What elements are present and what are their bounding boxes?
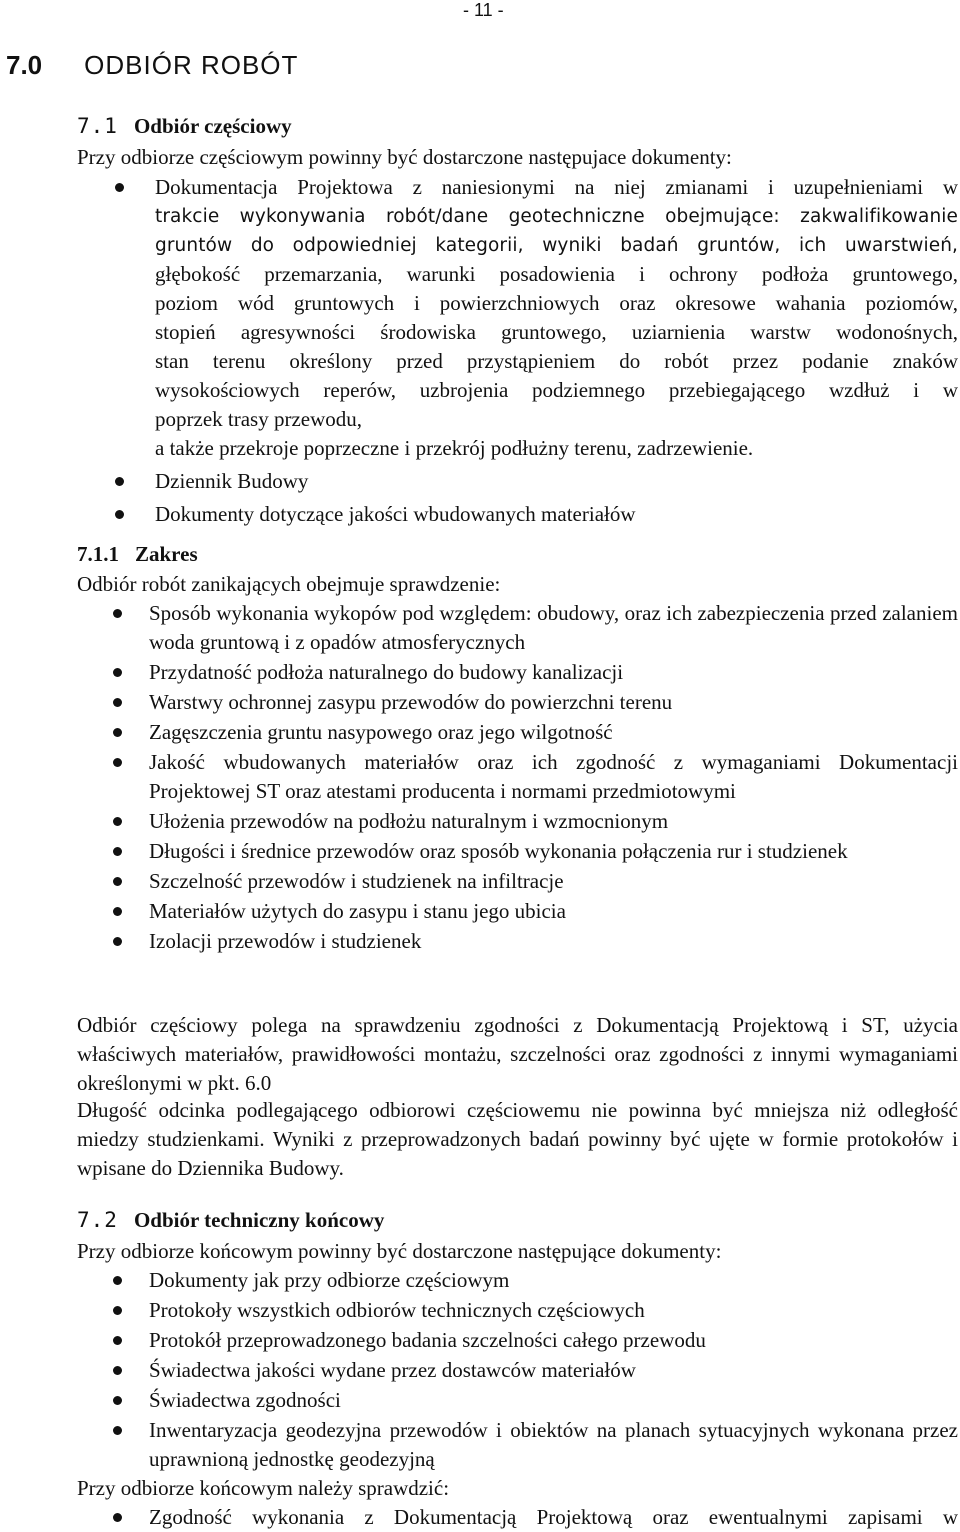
paragraph-intro-7-1-1: Odbiór robót zanikających obejmuje sprawdzenie: — [77, 572, 501, 596]
bullet-icon — [113, 1513, 122, 1522]
list-item — [149, 807, 958, 836]
subsection-heading-7-1 — [77, 114, 292, 139]
final-check-list-7-2 — [149, 1503, 958, 1532]
list-item-line: poprzek trasy przewodu, — [155, 407, 363, 431]
subsection-title: Odbiór częściowy — [133, 114, 292, 138]
bullet-icon — [113, 1426, 122, 1435]
list-item-line: stan terenu określony przed przystąpieniem do robót przez podanie znaków — [155, 349, 958, 373]
bullet-icon — [113, 609, 122, 618]
list-item-text: Sposób wykonania wykopów pod względem: obudowy, oraz ich zabezpieczenia przed zalaniem woda gruntową i z opadów atmosferycznych — [149, 601, 958, 654]
list-item — [149, 1503, 958, 1532]
final-documents-list-7-2 — [149, 1266, 958, 1475]
list-item-line: trakcie wykonywania robót/dane geotechniczne obejmujące: zakwalifikowanie — [155, 206, 958, 227]
list-item — [149, 837, 958, 866]
list-item-text: Warstwy ochronnej zasypu przewodów do powierzchni terenu — [149, 690, 673, 714]
list-item — [155, 173, 958, 463]
list-item-text: Zagęszczenia gruntu nasypowego oraz jego wilgotność — [149, 720, 613, 744]
list-item-text: Inwentaryzacja geodezyjna przewodów i obiektów na planach sytuacyjnych wykonana przez uprawnioną jednostkę geodezyjną — [149, 1418, 958, 1471]
bullet-icon — [113, 1396, 122, 1405]
bullet-icon — [115, 510, 124, 519]
list-item-text: Świadectwa zgodności — [149, 1388, 341, 1412]
list-item — [149, 1416, 958, 1474]
documents-list-7-1 — [155, 173, 958, 529]
list-item — [149, 927, 958, 956]
list-item — [149, 1266, 958, 1295]
subsection-number: 7.1 — [77, 114, 118, 138]
subsection-title: Odbiór techniczny końcowy — [133, 1208, 385, 1232]
list-item-text: Izolacji przewodów i studzienek — [149, 929, 422, 953]
subsection-heading-7-2 — [77, 1208, 384, 1233]
bullet-icon — [113, 937, 122, 946]
list-item-text: Dokumenty jak przy odbiorze częściowym — [149, 1268, 510, 1292]
list-item-text: Protokół przeprowadzonego badania szczelności całego przewodu — [149, 1328, 706, 1352]
list-item-text: Ułożenia przewodów na podłożu naturalnym i wzmocnionym — [149, 809, 669, 833]
list-item-line: stopień agresywności środowiska gruntowego, uziarnienia warstw wodonośnych, — [155, 320, 958, 344]
list-item-line: poziom wód gruntowych i powierzchniowych oraz okresowe wahania poziomów, — [155, 291, 958, 315]
page-number: - 11 - — [463, 0, 504, 20]
paragraph-partial-acceptance: Odbiór częściowy polega na sprawdzeniu zgodności z Dokumentacją Projektową i ST, użycia właściwych materiałów, prawidłowości montażu, szczelności oraz zgodności z innymi wymaganiami określonymi w pkt. 6.0 — [77, 1013, 958, 1095]
list-item-text: Szczelność przewodów i studzienek na infiltracje — [149, 869, 564, 893]
list-item — [155, 467, 958, 496]
section-number: 7.0 — [6, 50, 43, 80]
list-item-text: Jakość wbudowanych materiałów oraz ich zgodność z wymaganiami Dokumentacji Projektowej ST oraz atestami producenta i normami przedmiotowymi — [149, 750, 958, 803]
scope-list-7-1-1 — [149, 599, 958, 957]
subsection-heading-7-1-1 — [77, 542, 198, 567]
list-item-text: Długości i średnice przewodów oraz sposób wykonania połączenia rur i studzienek — [149, 839, 848, 863]
subsection-title: Zakres — [135, 542, 198, 566]
bullet-icon — [113, 1306, 122, 1315]
list-item-text: Materiałów użytych do zasypu i stanu jego ubicia — [149, 899, 566, 923]
list-item — [149, 718, 958, 747]
bullet-icon — [113, 1336, 122, 1345]
list-item-line: wysokościowych reperów, uzbrojenia podziemnego przebiegającego wzdłuż i w — [155, 378, 958, 402]
bullet-icon — [113, 877, 122, 886]
list-item-text: Dziennik Budowy — [155, 469, 309, 493]
bullet-icon — [113, 1276, 122, 1285]
list-item-text: Świadectwa jakości wydane przez dostawców materiałów — [149, 1358, 636, 1382]
list-item-line: gruntów do odpowiedniej kategorii, wyniki badań gruntów, ich uwarstwień, — [155, 235, 958, 256]
list-item-text: Zgodność wykonania z Dokumentacją Projektową oraz ewentualnymi zapisami w — [149, 1505, 958, 1529]
bullet-icon — [113, 698, 122, 707]
paragraph-check-intro: Przy odbiorze końcowym należy sprawdzić: — [77, 1476, 450, 1500]
list-item-text: Dokumenty dotyczące jakości wbudowanych materiałów — [155, 502, 636, 526]
list-item — [149, 658, 958, 687]
list-item-line: a także przekroje poprzeczne i przekrój podłużny terenu, zadrzewienie. — [155, 436, 754, 460]
list-item — [149, 599, 958, 657]
bullet-icon — [113, 1366, 122, 1375]
bullet-icon — [113, 817, 122, 826]
list-item — [149, 1386, 958, 1415]
bullet-icon — [113, 728, 122, 737]
subsection-number: 7.1.1 — [77, 542, 119, 566]
paragraph-intro-7-1: Przy odbiorze częściowym powinny być dostarczone następujace dokumenty: — [77, 145, 732, 169]
bullet-icon — [115, 477, 124, 486]
list-item — [149, 748, 958, 806]
list-item — [149, 1296, 958, 1325]
list-item-text: Przydatność podłoża naturalnego do budowy kanalizacji — [149, 660, 624, 684]
list-item-text: Protokoły wszystkich odbiorów technicznych częściowych — [149, 1298, 645, 1322]
paragraph-section-length: Długość odcinka podlegającego odbiorowi częściowemu nie powinna być mniejsza niż odległość miedzy studzienkami. Wyniki z przeprowadzonych badań powinny być ujęte w formie protokołów i wpisane do Dziennika Budowy. — [77, 1098, 958, 1180]
list-item — [149, 867, 958, 896]
list-item — [149, 1326, 958, 1355]
subsection-number: 7.2 — [77, 1208, 118, 1232]
bullet-icon — [113, 668, 122, 677]
bullet-icon — [113, 907, 122, 916]
bullet-icon — [113, 847, 122, 856]
list-item-line: głębokość przemarzania, warunki posadowienia i ochrony podłoża gruntowego, — [155, 262, 958, 286]
list-item — [155, 500, 958, 529]
list-item — [149, 688, 958, 717]
bullet-icon — [113, 758, 122, 767]
list-item-line: Dokumentacja Projektowa z naniesionymi na niej zmianami i uzupełnieniami w — [155, 175, 958, 199]
list-item — [149, 1356, 958, 1385]
paragraph-intro-7-2: Przy odbiorze końcowym powinny być dostarczone następujące dokumenty: — [77, 1239, 722, 1263]
list-item — [149, 897, 958, 926]
section-heading — [6, 50, 298, 81]
bullet-icon — [115, 183, 124, 192]
section-title: ODBIÓR ROBÓT — [84, 50, 299, 80]
